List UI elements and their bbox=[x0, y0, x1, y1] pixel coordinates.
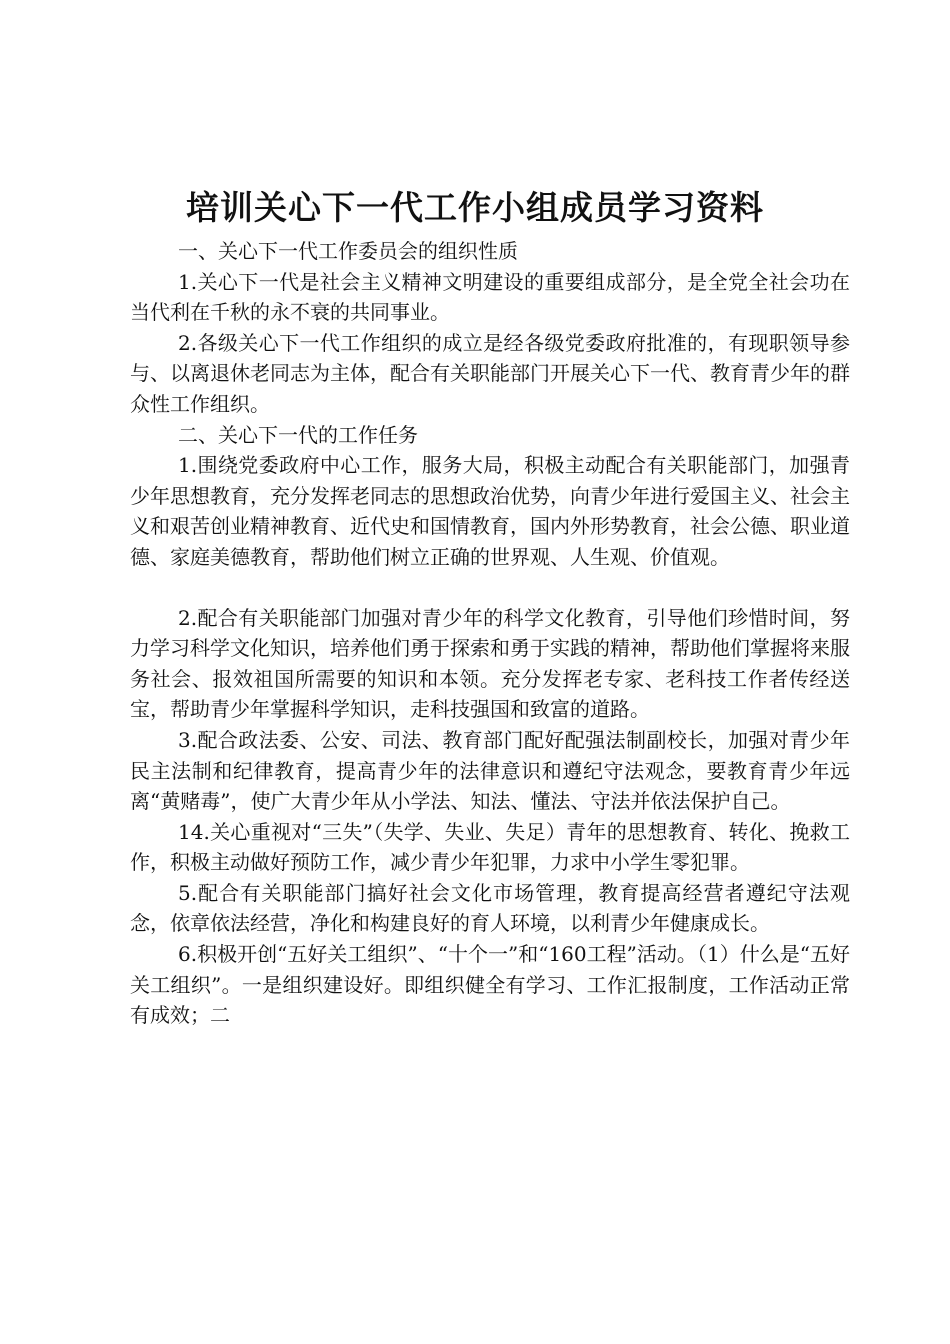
section-heading-1: 一、关心下一代工作委员会的组织性质 bbox=[178, 239, 518, 263]
paragraph-2-6: 6.积极开创“五好关工组织”、“十个一”和“160工程”活动。（1）什么是“五好关工组织”。一是组织建设好。即组织健全有学习、工作汇报制度，工作活动正常有成效；二 bbox=[130, 942, 850, 1028]
paragraph-1-1: 1.关心下一代是社会主义精神文明建设的重要组成部分，是全党全社会功在当代利在千秋的永不衰的共同事业。 bbox=[130, 269, 850, 325]
paragraph-2-4: 14.关心重视对“三失”（失学、失业、失足）青年的思想教育、转化、挽救工作，积极主动做好预防工作，减少青少年犯罪，力求中小学生零犯罪。 bbox=[130, 819, 850, 875]
paragraph-2-3: 3.配合政法委、公安、司法、教育部门配好配强法制副校长，加强对青少年民主法制和纪律教育，提高青少年的法律意识和遵纪守法观念，要教育青少年远离“黄赌毒”，使广大青少年从小学法、知法、懂法、守法并依法保护自己。 bbox=[130, 727, 850, 814]
section-heading-2: 二、关心下一代的工作任务 bbox=[178, 422, 418, 447]
document-title: 培训关心下一代工作小组成员学习资料 bbox=[186, 188, 764, 227]
document-body bbox=[130, 236, 850, 1031]
paragraph-2-5: 5.配合有关职能部门搞好社会文化市场管理，教育提高经营者遵纪守法观念，依章依法经营，净化和构建良好的育人环境，以利青少年健康成长。 bbox=[130, 880, 850, 936]
paragraph-2-1: 1.围绕党委政府中心工作，服务大局，积极主动配合有关职能部门，加强青少年思想教育，充分发挥老同志的思想政治优势，向青少年进行爱国主义、社会主义和艰苦创业精神教育、近代史和国情教育，国内外形势教育，社会公德、职业道德、家庭美德教育，帮助他们树立正确的世界观、人生观、价值观。 bbox=[130, 453, 850, 569]
paragraph-2-2: 2.配合有关职能部门加强对青少年的科学文化教育，引导他们珍惜时间，努力学习科学文化知识，培养他们勇于探索和勇于实践的精神，帮助他们掌握将来服务社会、报效祖国所需要的知识和本领。充分发挥老专家、老科技工作者传经送宝，帮助青少年掌握科学知识，走科技强国和致富的道路。 bbox=[130, 605, 850, 722]
paragraph-1-2: 2.各级关心下一代工作组织的成立是经各级党委政府批准的，有现职领导参与、以离退休老同志为主体，配合有关职能部门开展关心下一代、教育青少年的群众性工作组织。 bbox=[130, 330, 850, 416]
